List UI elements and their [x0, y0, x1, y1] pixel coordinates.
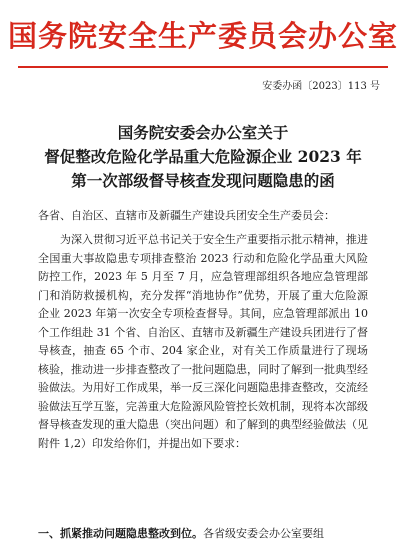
section-1	[38, 525, 386, 543]
body-text	[38, 231, 368, 453]
document-title	[0, 121, 406, 193]
document-number: 安委办函〔2023〕113 号	[262, 81, 380, 92]
issuing-office-header: 国务院安全生产委员会办公室	[7, 19, 398, 53]
section-1-heading: 一、抓紧推动问题隐患整改到位。	[38, 527, 203, 540]
body-paragraph-1: 为深入贯彻习近平总书记关于安全生产重要指示批示精神，推进全国重大事故隐患专项排查整治 2023 行动和危险化学品重大风险防控工作，2023 年 5 月至 7 月，应急管理部组织各地应急管理部门和消防救援机构，充分发挥“消地协作”优势，开展了重大危险源企业 2023 年第一次安全专项检查督导。其间，应急管理部派出 10 个工作组赴 31 个省、自治区、直辖市及新疆生产建设兵团进行了督导核查，抽查 65 个市、204 家企业，对有关工作质量进行了现场核验，推动进一步排查整改了一批问题隐患，同时了解到一批典型经验做法。为用好工作成果，举一反三深化问题隐患排查整改，交流经验做法互学互鉴，完善重大危险源风险管控长效机制，现将本次部级督导核查发现的重大隐患（突出问题）和了解到的典型经验做法（见附件 1,2）印发给你们，并提出如下要求：	[38, 233, 368, 450]
section-1-text: 各省级安委会办公室要组	[203, 527, 324, 540]
title-line-2: 督促整改危险化学品重大危险源企业 2023 年	[44, 147, 362, 166]
red-divider-line	[18, 66, 388, 68]
title-line-3: 第一次部级督导核查发现问题隐患的函	[71, 171, 335, 190]
salutation: 各省、自治区、直辖市及新疆生产建设兵团安全生产委员会：	[38, 209, 335, 222]
title-line-1: 国务院安委会办公室关于	[117, 123, 289, 142]
